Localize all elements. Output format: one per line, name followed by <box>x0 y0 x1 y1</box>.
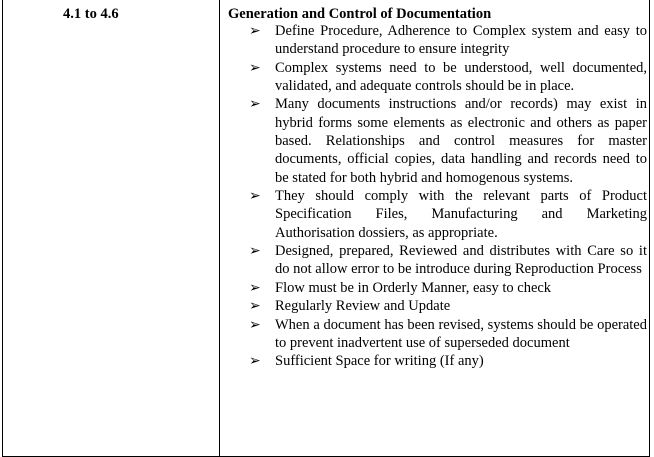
bullet-text: Define Procedure, Adherence to Complex system and easy to understand procedure to ensure integrity <box>275 23 647 58</box>
list-item <box>249 22 647 59</box>
bullet-text: Complex systems need to be understood, well documented, validated, and adequate controls should be in place. <box>275 59 647 95</box>
bullet-list <box>249 22 647 371</box>
documentation-table <box>2 0 650 457</box>
section-title: Generation and Control of Documentation <box>228 6 492 22</box>
arrow-bullet-icon: ➢ <box>249 23 261 39</box>
arrow-bullet-icon: ➢ <box>249 243 261 260</box>
list-item <box>249 352 647 370</box>
arrow-bullet-icon: ➢ <box>249 96 261 113</box>
list-item <box>249 187 647 242</box>
bullet-text: Designed, prepared, Reviewed and distributes with Care so it do not allow error to be introduce during Reproduction Process <box>275 243 647 278</box>
bullet-text: Regularly Review and Update <box>275 298 451 315</box>
arrow-bullet-icon: ➢ <box>249 279 261 296</box>
bullet-text: Flow must be in Orderly Manner, easy to check <box>275 279 552 296</box>
section-reference: 4.1 to 4.6 <box>63 6 119 22</box>
arrow-bullet-icon: ➢ <box>249 59 261 76</box>
list-item <box>249 297 647 315</box>
arrow-bullet-icon: ➢ <box>249 188 261 205</box>
list-item <box>249 59 647 96</box>
list-item <box>249 95 647 187</box>
arrow-bullet-icon: ➢ <box>249 298 261 315</box>
bullet-text: They should comply with the relevant parts of Product Specification Files, Manufacturing and Marketing Authorisation dossiers, as appropriate. <box>275 188 647 241</box>
arrow-bullet-icon: ➢ <box>249 353 261 370</box>
column-divider <box>219 0 220 456</box>
bullet-text: Many documents instructions and/or records) may exist in hybrid forms some elements as electronic and others as paper based. Relationships and control measures for master documents, official copies, data handling and records need to be stated for both hybrid and homogenous systems. <box>275 96 647 186</box>
list-item <box>249 242 647 279</box>
list-item <box>249 316 647 353</box>
bullet-text: When a document has been revised, systems should be operated to prevent inadvertent use of superseded document <box>275 316 647 351</box>
arrow-bullet-icon: ➢ <box>249 316 261 333</box>
bullet-text: Sufficient Space for writing (If any) <box>275 353 484 370</box>
list-item <box>249 279 647 297</box>
